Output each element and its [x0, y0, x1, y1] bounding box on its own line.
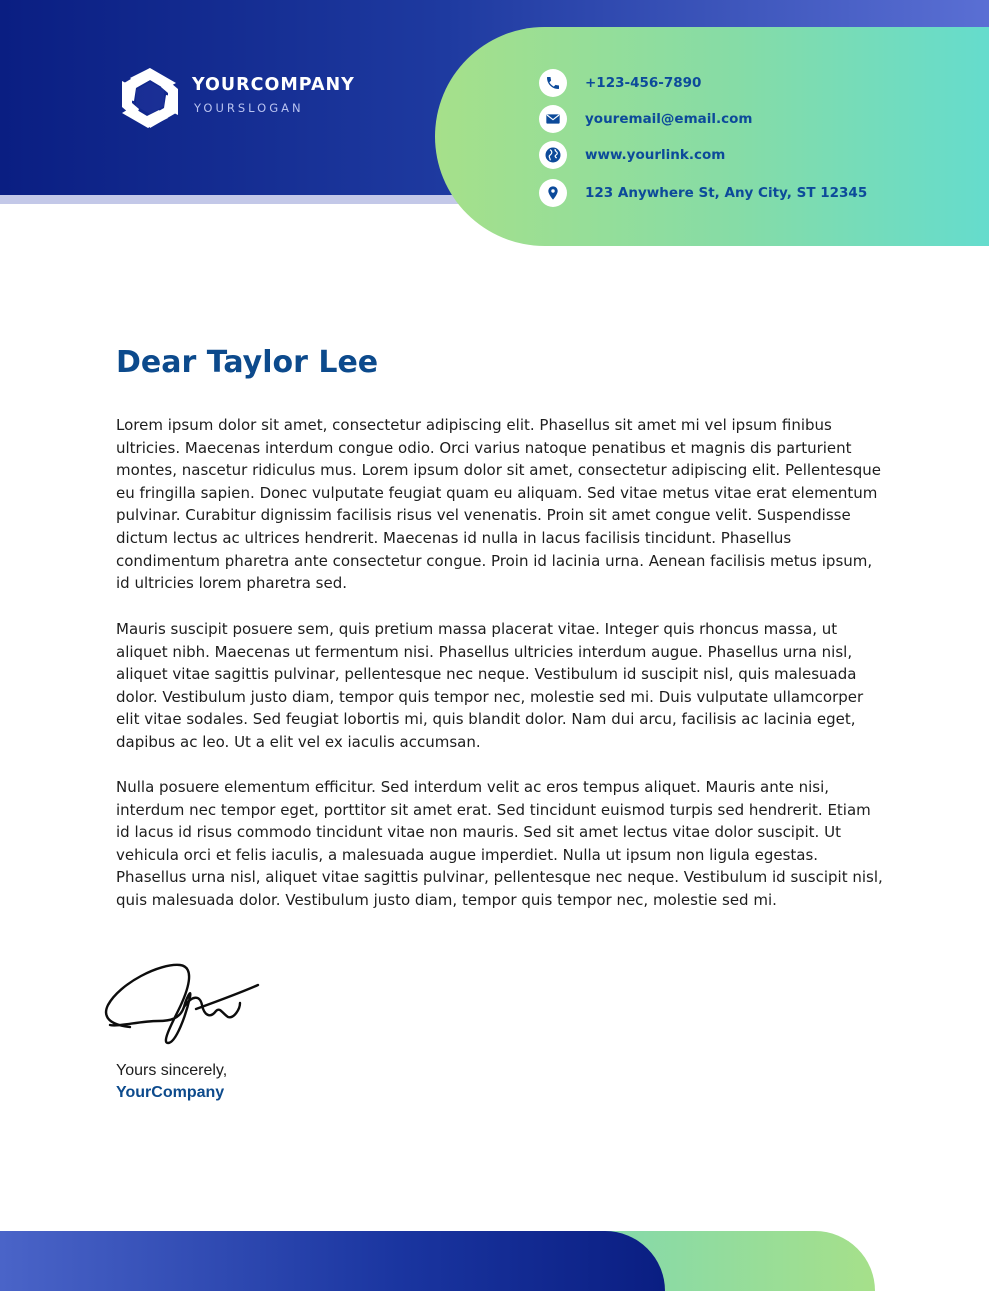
phone-text[interactable]: +123-456-7890 [585, 75, 702, 91]
contact-panel [435, 27, 989, 246]
letter-paragraph: Mauris suscipit posuere sem, quis pretium massa placerat vitae. Integer quis rhoncus massa, ut aliquet nibh. Maecenas ut fermentum nisi. Phasellus ultricies interdum augue. Phasellus urna nisl, aliquet vitae sagittis pulvinar, pellentesque nec neque. Vestibulum id suscipit nisl, quis malesuada dolor. Vestibulum justo diam, tempor quis tempor nec, molestie sed mi. Duis vulputate ullamcorper elit vitae sodales. Sed feugiat lobortis mi, quis blandit dolor. Nam dui arcu, facilisis ac lacinia eget, dapibus ac leo. Ut a elit vel ex iaculis accumsan. [116, 620, 864, 751]
company-slogan: YOURSLOGAN [194, 101, 304, 115]
address-text: 123 Anywhere St, Any City, ST 12345 [585, 185, 868, 201]
email-text[interactable]: youremail@email.com [585, 111, 753, 127]
map-pin-icon [539, 179, 567, 207]
phone-icon [539, 69, 567, 97]
handwritten-signature [100, 955, 270, 1045]
letter-paragraph: Nulla posuere elementum efficitur. Sed interdum velit ac eros tempus aliquet. Mauris ante nisi, interdum nec tempor eget, porttitor sit amet erat. Sed tincidunt euismod turpis sed hendrerit. Etiam id lacus id risus commodo tincidunt vitae non mauris. Sed sit amet lectus vitae dolor suscipit. Ut vehicula orci et felis iaculis, a malesuada augue imperdiet. Nulla ut ipsum non ligula egestas. Phasellus urna nisl, aliquet vitae sagittis pulvinar, pellentesque nec neque. Vestibulum id suscipit nisl, quis malesuada dolor. Vestibulum justo diam, tempor quis tempor nec, molestie sed mi. [116, 778, 883, 909]
closing-salutation: Yours sincerely, [116, 1062, 228, 1079]
globe-icon [539, 141, 567, 169]
envelope-icon [539, 105, 567, 133]
company-name: YOURCOMPANY [192, 75, 355, 95]
letter-paragraph: Lorem ipsum dolor sit amet, consectetur adipiscing elit. Phasellus sit amet mi vel ipsum finibus ultricies. Maecenas interdum congue odio. Orci varius natoque penatibus et magnis dis parturient montes, nascetur ridiculus mus. Lorem ipsum dolor sit amet, consectetur adipiscing elit. Pellentesque eu fringilla sapien. Donec vulputate feugiat quam eu aliquam. Sed vitae metus vitae erat elementum pulvinar. Curabitur dignissim facilisis risus vel venenatis. Proin sit amet congue velit. Suspendisse dictum lectus ac ultrices hendrerit. Maecenas id nulla in lacus facilisis tincidunt. Phasellus condimentum pharetra ante consectetur congue. Proin id lacinia urna. Aenean facilisis metus ipsum, id ultricies lorem pharetra sed. [116, 416, 881, 593]
website-text[interactable]: www.yourlink.com [585, 147, 726, 163]
letter-greeting: Dear Taylor Lee [116, 345, 379, 380]
contact-phone [539, 69, 701, 97]
contact-email [539, 105, 753, 133]
closing-company-name: YourCompany [116, 1084, 225, 1101]
header-underline [0, 195, 500, 204]
company-logo-icon [116, 64, 184, 132]
contact-address [539, 179, 867, 207]
contact-website [539, 141, 725, 169]
footer-accent-blue [0, 1231, 665, 1291]
